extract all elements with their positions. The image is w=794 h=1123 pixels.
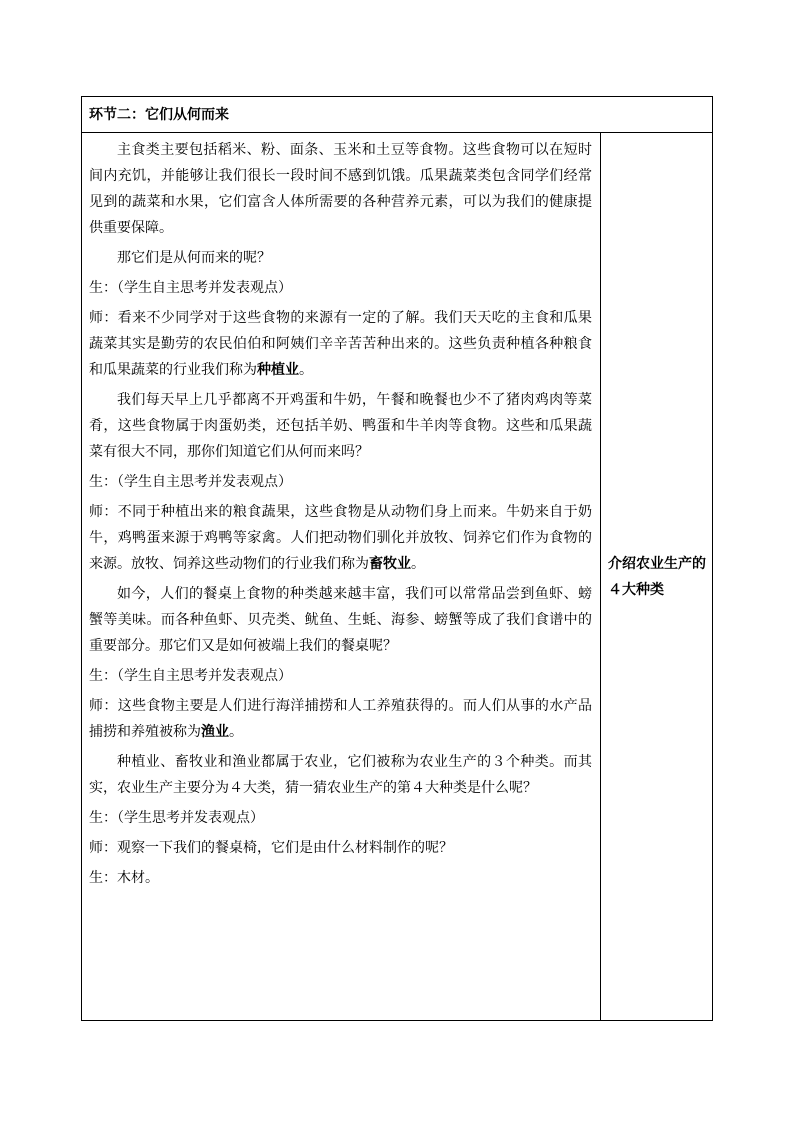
paragraph [89,805,592,831]
paragraph-list [89,137,592,891]
lesson-table [81,96,713,1021]
text-segment: 生：木材。 [89,870,159,886]
text-segment: 生：（学生自主思考并发表观点） [89,474,292,490]
side-note-cell [601,133,713,1021]
text-segment: 那它们是从何而来的呢？ [117,250,271,266]
paragraph [89,469,592,495]
paragraph [89,749,592,801]
text-segment: 师：看来不少同学对于这些食物的来源有一定的了解。我们天天吃的主食和瓜果蔬菜其实是勤劳的农民伯伯和阿姨们辛辛苦苦种出来的。这些负责种植各种粮食和瓜果蔬菜的行业我们称为 [89,310,592,378]
paragraph [89,835,592,861]
paragraph [89,663,592,689]
text-segment: 生：（学生自主思考并发表观点） [89,280,292,296]
text-segment: 生：（学生思考并发表观点） [89,810,264,826]
side-note: 介绍农业生产的４大种类 [608,555,706,598]
bold-term: 畜牧业 [369,556,411,572]
paragraph [89,137,592,241]
main-content-cell [82,133,601,1021]
text-segment: 师：这些食物主要是人们进行海洋捕捞和人工养殖获得的。而人们从事的水产品捕捞和养殖被称为 [89,698,592,740]
lesson-page [81,96,712,1021]
paragraph [89,387,592,465]
header-row [82,97,713,133]
text-segment: 。 [411,556,425,572]
text-segment: 如今，人们的餐桌上食物的种类越来越丰富，我们可以常常品尝到鱼虾、螃蟹等美味。而各种鱼虾、贝壳类、鱿鱼、生蚝、海参、螃蟹等成了我们食谱中的重要部分。那它们又是如何被端上我们的餐桌呢？ [89,586,592,654]
content-row [82,133,713,1021]
paragraph [89,499,592,577]
section-title: 环节二：它们从何而来 [89,106,229,123]
header-cell [82,97,713,133]
text-segment: 师：不同于种植出来的粮食蔬果，这些食物是从动物们身上而来。牛奶来自于奶牛，鸡鸭蛋来源于鸡鸭等家禽。人们把动物们驯化并放牧、饲养它们作为食物的来源。放牧、饲养这些动物们的行业我们称为 [89,504,592,572]
text-segment: 种植业、畜牧业和渔业都属于农业，它们被称为农业生产的３个种类。而其实，农业生产主要分为４大类，猜一猜农业生产的第４大种类是什么呢？ [89,754,592,796]
text-segment: 师：观察一下我们的餐桌椅，它们是由什么材料制作的呢？ [89,840,453,856]
paragraph [89,865,592,891]
paragraph [89,245,592,271]
paragraph [89,305,592,383]
text-segment: 主食类主要包括稻米、粉、面条、玉米和土豆等食物。这些食物可以在短时间内充饥，并能够让我们很长一段时间不感到饥饿。瓜果蔬菜类包含同学们经常见到的蔬菜和水果，它们富含人体所需要的各种营养元素，可以为我们的健康提供重要保障。 [89,142,592,236]
paragraph [89,275,592,301]
bold-term: 种植业 [257,362,299,378]
text-segment: 生：（学生自主思考并发表观点） [89,668,292,684]
bold-term: 渔业 [201,724,229,740]
text-segment: 我们每天早上几乎都离不开鸡蛋和牛奶，午餐和晚餐也少不了猪肉鸡肉等菜肴，这些食物属于肉蛋奶类，还包括羊奶、鸭蛋和牛羊肉等食物。这些和瓜果蔬菜有很大不同，那你们知道它们从何而来吗？ [89,392,592,460]
paragraph [89,581,592,659]
text-segment: 。 [299,362,313,378]
paragraph [89,693,592,745]
text-segment: 。 [229,724,243,740]
